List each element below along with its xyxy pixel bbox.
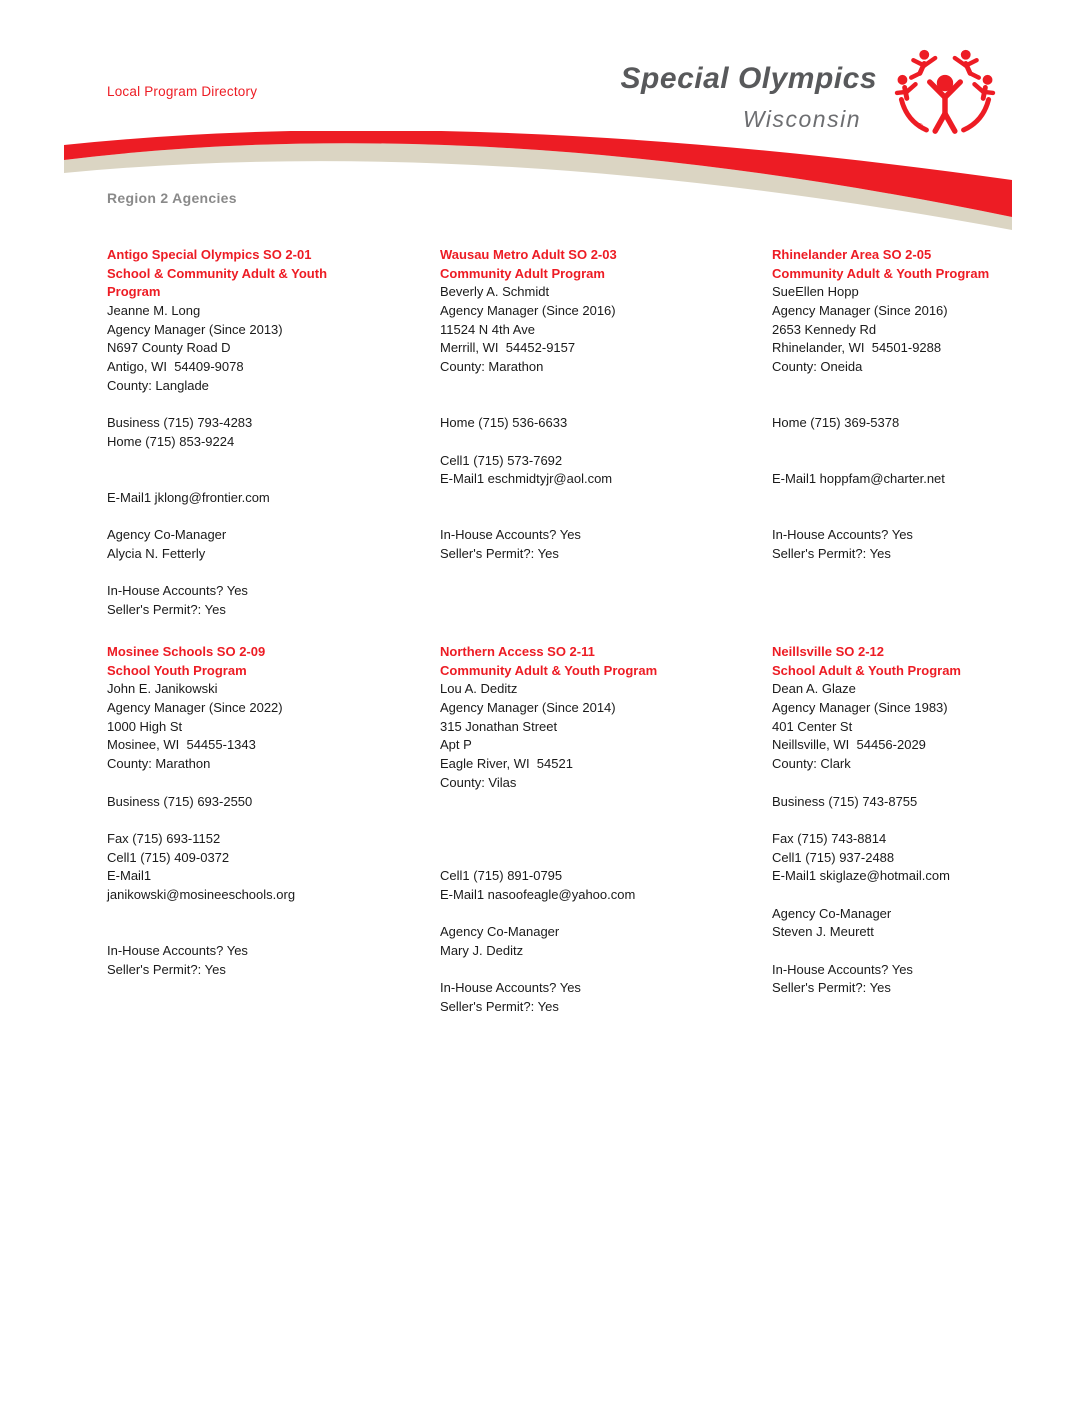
agency-heading-line: School Youth Program: [107, 662, 247, 678]
agency-detail-line: 315 Jonathan Street: [440, 718, 558, 734]
agency-heading-line: Community Adult & Youth Program: [440, 662, 658, 678]
agency-detail-line: Home (715) 369-5378: [772, 415, 900, 431]
agency-detail-line: [440, 433, 772, 452]
agency-detail-line: County: Clark: [772, 756, 851, 772]
agency-detail-line: [772, 452, 1017, 471]
agency-detail-line: Dean A. Glaze: [772, 681, 856, 697]
agency-block-rhinelander-area-so-2-05: [772, 246, 1017, 564]
agency-detail-line: [440, 489, 772, 508]
agency-heading-line: Rhinelander Area SO 2-05: [772, 247, 932, 262]
agency-detail-line: Agency Manager (Since 2016): [772, 303, 948, 319]
agency-detail-line: [772, 774, 1017, 793]
agency-detail-line: Seller's Permit?: Yes: [440, 999, 559, 1015]
agency-detail-line: Mary J. Deditz: [440, 943, 524, 958]
agency-detail-line: 11524 N 4th Ave: [440, 321, 535, 337]
agency-detail-line: [440, 377, 772, 396]
agency-detail-line: County: Marathon: [107, 756, 211, 772]
agency-detail-line: County: Langlade: [107, 377, 209, 393]
agency-detail-line: Jeanne M. Long: [107, 303, 201, 319]
agency-detail-line: Beverly A. Schmidt: [440, 284, 550, 300]
document-title: Local Program Directory: [107, 84, 258, 99]
agency-heading-line: Mosinee Schools SO 2-09: [107, 644, 266, 659]
agency-detail-line: Neillsville, WI 54456-2029: [772, 737, 926, 753]
agency-detail-line: [772, 811, 1017, 830]
agency-block-wausau-metro-so-2-03: [440, 246, 772, 564]
agency-detail-line: [772, 508, 1017, 527]
agency-detail-line: Business (715) 693-2550: [107, 793, 253, 809]
agency-heading-line: Community Adult Program: [440, 265, 605, 281]
agency-block-mosinee-schools-so-2-09: [107, 643, 440, 979]
special-olympics-wordmark: Special Olympics: [620, 62, 877, 95]
agency-detail-line: N697 County Road D: [107, 340, 231, 356]
agency-detail-line: In-House Accounts? Yes: [440, 527, 581, 543]
agency-detail-line: 401 Center St: [772, 718, 853, 734]
agency-detail-line: [107, 923, 440, 942]
agency-detail-line: Cell1 (715) 573-7692: [440, 452, 563, 468]
agency-block-northern-access-so-2-11: [440, 643, 772, 1017]
agency-detail-line: Steven J. Meurett: [772, 924, 874, 940]
agency-detail-line: [772, 886, 1017, 905]
agency-detail-line: Seller's Permit?: Yes: [107, 961, 226, 977]
agency-detail-line: [107, 774, 440, 793]
agency-detail-line: Fax (715) 743-8814: [772, 830, 887, 846]
agency-detail-line: Rhinelander, WI 54501-9288: [772, 340, 942, 356]
agency-detail-line: In-House Accounts? Yes: [440, 980, 581, 996]
section-title: Region 2 Agencies: [107, 190, 237, 206]
agency-heading-line: Program: [107, 284, 161, 300]
agency-block-antigo-so-2-01: [107, 246, 440, 620]
agency-heading-line: School & Community Adult & Youth: [107, 265, 328, 281]
agency-detail-line: Agency Manager (Since 1983): [772, 700, 948, 716]
agency-detail-line: Seller's Permit?: Yes: [107, 602, 226, 618]
agency-detail-line: [440, 396, 772, 415]
agency-detail-line: [440, 905, 772, 924]
agency-detail-line: [772, 396, 1017, 415]
agency-detail-line: Eagle River, WI 54521: [440, 756, 573, 772]
agency-detail-line: Seller's Permit?: Yes: [772, 980, 891, 996]
agency-detail-line: E-Mail1: [107, 868, 152, 884]
agency-detail-line: janikowski@mosineeschools.org: [107, 886, 296, 902]
agency-detail-line: Agency Manager (Since 2013): [107, 321, 283, 337]
agency-detail-line: Business (715) 743-8755: [772, 793, 918, 809]
agency-detail-line: Lou A. Deditz: [440, 681, 518, 697]
agency-detail-line: SueEllen Hopp: [772, 284, 859, 300]
registered-trademark-icon: ®: [917, 122, 923, 131]
agency-heading-line: Community Adult & Youth Program: [772, 265, 990, 281]
agency-detail-line: Home (715) 853-9224: [107, 433, 235, 449]
agency-detail-line: [107, 811, 440, 830]
agency-detail-line: Cell1 (715) 409-0372: [107, 849, 230, 865]
agency-detail-line: [107, 396, 440, 415]
agency-detail-line: [107, 905, 440, 924]
agency-block-neillsville-so-2-12: [772, 643, 1017, 998]
agency-detail-line: [107, 470, 440, 489]
agency-detail-line: County: Oneida: [772, 359, 863, 375]
agency-detail-line: Apt P: [440, 737, 472, 753]
agency-detail-line: Antigo, WI 54409-9078: [107, 359, 244, 375]
agency-detail-line: County: Vilas: [440, 774, 517, 790]
agency-detail-line: [772, 433, 1017, 452]
agency-detail-line: 2653 Kennedy Rd: [772, 321, 877, 337]
agency-detail-line: Fax (715) 693-1152: [107, 830, 221, 846]
agency-detail-line: E-Mail1 nasoofeagle@yahoo.com: [440, 886, 636, 902]
agency-detail-line: Agency Manager (Since 2022): [107, 700, 283, 716]
agency-heading-line: Wausau Metro Adult SO 2-03: [440, 247, 617, 262]
agency-detail-line: [440, 849, 772, 868]
agency-detail-line: Agency Manager (Since 2014): [440, 700, 616, 716]
agency-detail-line: [107, 564, 440, 583]
agency-detail-line: [772, 377, 1017, 396]
agency-detail-line: Mosinee, WI 54455-1343: [107, 737, 256, 753]
agency-grid: [107, 246, 1017, 1017]
agency-detail-line: Agency Co-Manager: [772, 905, 892, 921]
agency-heading-line: School Adult & Youth Program: [772, 662, 961, 678]
agency-detail-line: [440, 508, 772, 527]
red-swoosh-divider: [64, 131, 1012, 235]
agency-detail-line: Business (715) 793-4283: [107, 415, 253, 431]
agency-detail-line: [440, 811, 772, 830]
agency-detail-line: [772, 942, 1017, 961]
agency-detail-line: Cell1 (715) 891-0795: [440, 868, 563, 884]
wisconsin-wordmark: Wisconsin: [742, 106, 861, 132]
agency-detail-line: E-Mail1 jklong@frontier.com: [107, 489, 270, 505]
agency-detail-line: [107, 508, 440, 527]
agency-detail-line: Agency Co-Manager: [107, 527, 227, 543]
agency-detail-line: County: Marathon: [440, 359, 544, 375]
agency-detail-line: In-House Accounts? Yes: [772, 527, 913, 543]
agency-detail-line: E-Mail1 eschmidtyjr@aol.com: [440, 471, 613, 487]
agency-detail-line: John E. Janikowski: [107, 681, 218, 697]
agency-detail-line: Seller's Permit?: Yes: [440, 546, 559, 561]
agency-detail-line: Agency Co-Manager: [440, 924, 560, 940]
agency-detail-line: [440, 793, 772, 812]
agency-detail-line: Alycia N. Fetterly: [107, 546, 206, 561]
special-olympics-logo: [885, 46, 1005, 142]
agency-detail-line: Home (715) 536-6633: [440, 415, 568, 431]
agency-heading-line: Antigo Special Olympics SO 2-01: [107, 247, 312, 262]
agency-detail-line: [772, 489, 1017, 508]
agency-detail-line: E-Mail1 hoppfam@charter.net: [772, 471, 945, 487]
special-olympics-figures-icon: [885, 46, 1005, 142]
agency-detail-line: In-House Accounts? Yes: [772, 961, 913, 977]
agency-detail-line: [440, 961, 772, 980]
agency-detail-line: 1000 High St: [107, 718, 183, 734]
agency-detail-line: In-House Accounts? Yes: [107, 943, 248, 958]
agency-heading-line: Neillsville SO 2-12: [772, 644, 885, 659]
agency-detail-line: Cell1 (715) 937-2488: [772, 849, 895, 865]
agency-detail-line: Merrill, WI 54452-9157: [440, 340, 576, 356]
agency-detail-line: E-Mail1 skiglaze@hotmail.com: [772, 868, 950, 884]
agency-detail-line: [440, 830, 772, 849]
agency-detail-line: [107, 452, 440, 471]
agency-detail-line: In-House Accounts? Yes: [107, 583, 248, 599]
agency-detail-line: Agency Manager (Since 2016): [440, 303, 616, 319]
agency-heading-line: Northern Access SO 2-11: [440, 644, 595, 659]
agency-detail-line: Seller's Permit?: Yes: [772, 546, 891, 561]
